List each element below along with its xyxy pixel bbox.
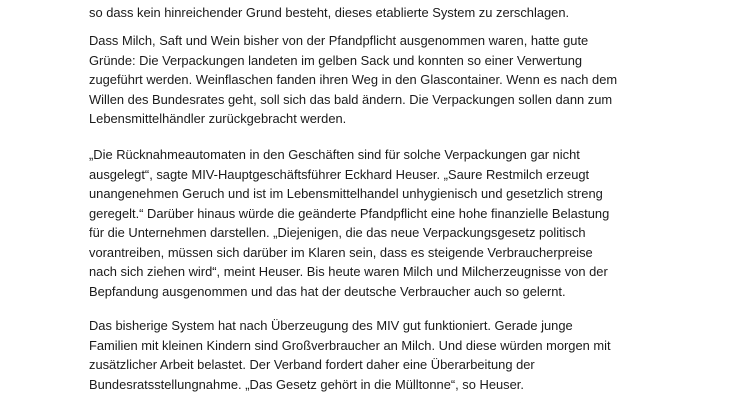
text-line: so dass kein hinreichender Grund besteht, dieses etablierte System zu zerschlagen. [89, 5, 570, 20]
text-line: Dass Milch, Saft und Wein bisher von der Pfandpflicht ausgenommen waren, hatte gute [89, 33, 589, 48]
text-line: Bundesratsstellungnahme. „Das Gesetz gehört in die Mülltonne“, so Heuser. [89, 376, 524, 392]
text-line: zusätzlicher Arbeit belastet. Der Verband fordert daher eine Überarbeitung der [89, 357, 535, 372]
text-line: Bepfandung ausgenommen und das hat der deutsche Verbraucher auch so gelernt. [89, 283, 566, 299]
text-line: ausgelegt“, sagte MIV-Hauptgeschäftsführer Eckhard Heuser. „Saure Restmilch erzeugt [89, 166, 590, 182]
text-line: Lebensmittelhändler zurückgebracht werden. [89, 111, 347, 126]
text-line: geregelt.“ Darüber hinaus würde die geänderte Pfandpflicht eine hohe finanzielle Belastung [89, 205, 610, 221]
text-line: zugeführt werden. Weinflaschen fanden ihren Weg in den Glascontainer. Wenn es nach dem [89, 72, 618, 87]
text-line: Das bisherige System hat nach Überzeugung des MIV gut funktioniert. Gerade junge [89, 318, 573, 333]
text-line: unangenehmen Geruch und ist im Lebensmittelhandel unhygienisch und gesetzlich streng [89, 186, 603, 201]
text-line: vorantreiben, müssen sich darüber im Klaren sein, dass es steigende Verbraucherpreise [89, 244, 593, 260]
text-line: Willen des Bundesrates geht, soll sich das bald ändern. Die Verpackungen sollen dann zum [89, 91, 613, 107]
text-line: nach sich ziehen wird“, meint Heuser. Bis heute waren Milch und Milcherzeugnisse von der [89, 264, 608, 279]
text-line: „Die Rücknahmeautomaten in den Geschäften sind für solche Verpackungen gar nicht [89, 147, 580, 162]
text-line: Gründe: Die Verpackungen landeten im gelben Sack und konnten so einer Verwertung [89, 52, 583, 68]
paragraph-system-intro [89, 3, 689, 23]
text-line: für die Unternehmen darstellen. „Diejenigen, die das neue Verpackungsgesetz politisch [89, 225, 586, 240]
paragraph-heuser-quote [89, 145, 689, 301]
text-line: Familien mit kleinen Kindern sind Großverbraucher an Milch. Und diese würden morgen mit [89, 337, 611, 353]
paragraph-deposit-exemption [89, 31, 689, 129]
paragraph-miv-conclusion [89, 316, 689, 394]
